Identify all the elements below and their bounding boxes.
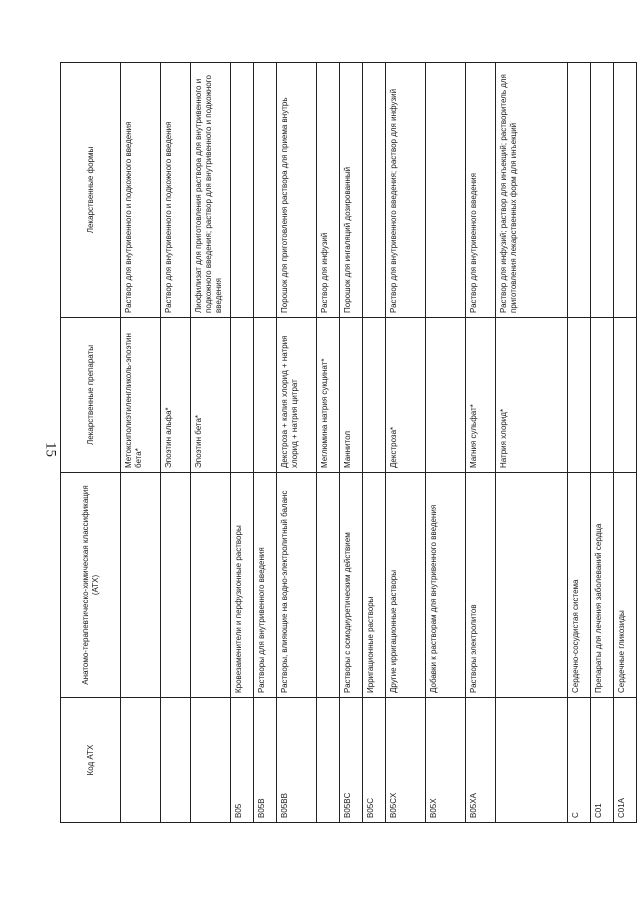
cell-drug: Декстроза*: [386, 318, 426, 473]
cell-classification: Растворы, влияющие на водно-электролитный баланс: [277, 473, 317, 698]
header-drugs: Лекарственные препараты: [61, 318, 121, 473]
cell-code: B05B: [254, 698, 277, 823]
cell-drug: [426, 318, 466, 473]
table-row: [466, 63, 496, 823]
cell-drug: Магния сульфат*: [466, 318, 496, 473]
cell-drug: Натрия хлорид*: [496, 318, 568, 473]
cell-code: B05: [231, 698, 254, 823]
cell-code: B05BB: [277, 698, 317, 823]
header-atc-classification: Анатомо-терапевтическо-химическая классификация (АТХ): [61, 473, 121, 698]
cell-form: [614, 63, 637, 318]
cell-code: B05XA: [466, 698, 496, 823]
table-row: [614, 63, 637, 823]
cell-code: B05CX: [386, 698, 426, 823]
cell-code: [121, 698, 161, 823]
cell-code: C01: [591, 698, 614, 823]
cell-form: [254, 63, 277, 318]
cell-drug: [591, 318, 614, 473]
document-table-rotated: [60, 63, 626, 823]
table-row: [426, 63, 466, 823]
cell-classification: [121, 473, 161, 698]
table-header-row: [61, 63, 121, 823]
table-row: [191, 63, 231, 823]
cell-drug: [254, 318, 277, 473]
cell-code: [496, 698, 568, 823]
cell-drug: [614, 318, 637, 473]
cell-classification: Сердечные гликозиды: [614, 473, 637, 698]
cell-classification: [317, 473, 340, 698]
cell-classification: Растворы с осмодиуретическим действием: [340, 473, 363, 698]
cell-code: [161, 698, 191, 823]
cell-drug: Эпоэтин альфа*: [161, 318, 191, 473]
table-row: [340, 63, 363, 823]
cell-drug: [568, 318, 591, 473]
table-row: [591, 63, 614, 823]
header-atc-code: Код АТХ: [61, 698, 121, 823]
cell-classification: Кровезаменители и перфузионные растворы: [231, 473, 254, 698]
cell-form: Порошок для ингаляций дозированный: [340, 63, 363, 318]
header-dosage-forms: Лекарственные формы: [61, 63, 121, 318]
table-row: [496, 63, 568, 823]
table-row: [277, 63, 317, 823]
cell-classification: Сердечно-сосудистая система: [568, 473, 591, 698]
cell-drug: [363, 318, 386, 473]
cell-form: Порошок для приготовления раствора для приема внутрь: [277, 63, 317, 318]
cell-classification: Ирригационные растворы: [363, 473, 386, 698]
cell-code: [191, 698, 231, 823]
cell-code: B05BC: [340, 698, 363, 823]
cell-form: [591, 63, 614, 318]
cell-classification: [161, 473, 191, 698]
cell-classification: Растворы электролитов: [466, 473, 496, 698]
cell-classification: [496, 473, 568, 698]
cell-form: Раствор для инфузий; раствор для инъекций; растворитель для приготовления лекарственных форм для инъекций: [496, 63, 568, 318]
cell-form: [426, 63, 466, 318]
table-row: [254, 63, 277, 823]
cell-code: B05C: [363, 698, 386, 823]
cell-code: C01A: [614, 698, 637, 823]
cell-classification: Препараты для лечения заболеваний сердца: [591, 473, 614, 698]
cell-form: Раствор для внутривенного и подкожного введения: [161, 63, 191, 318]
table-row: [121, 63, 161, 823]
cell-drug: Маннитол: [340, 318, 363, 473]
cell-form: Раствор для внутривенного и подкожного введения: [121, 63, 161, 318]
table-row: [231, 63, 254, 823]
cell-code: B05X: [426, 698, 466, 823]
cell-drug: Декстроза + калия хлорид + натрия хлорид + натрия цитрат: [277, 318, 317, 473]
cell-code: [317, 698, 340, 823]
page-number: 15: [42, 442, 59, 457]
atc-table: [60, 62, 637, 823]
cell-classification: Другие ирригационные растворы: [386, 473, 426, 698]
table-row: [317, 63, 340, 823]
cell-form: [231, 63, 254, 318]
table-row: [386, 63, 426, 823]
table-row: [363, 63, 386, 823]
cell-form: Раствор для внутривенного введения: [466, 63, 496, 318]
cell-form: Раствор для внутривенного введения; раствор для инфузий: [386, 63, 426, 318]
cell-drug: [231, 318, 254, 473]
table-row: [568, 63, 591, 823]
cell-classification: Добавки к растворам для внутривенного введения: [426, 473, 466, 698]
cell-drug: Меглюмина натрия сукцинат*: [317, 318, 340, 473]
cell-drug: Метоксиполиэтиленгликоль-эпоэтин бета*: [121, 318, 161, 473]
cell-code: C: [568, 698, 591, 823]
cell-form: [363, 63, 386, 318]
cell-form: [568, 63, 591, 318]
cell-form: Раствор для инфузий: [317, 63, 340, 318]
table-row: [161, 63, 191, 823]
cell-drug: Эпоэтин бета*: [191, 318, 231, 473]
cell-classification: Растворы для внутривенного введения: [254, 473, 277, 698]
cell-form: Лиофилизат для приготовления раствора для внутривенного и подкожного введения; раствор для внутривенного и подкожного введения: [191, 63, 231, 318]
cell-classification: [191, 473, 231, 698]
